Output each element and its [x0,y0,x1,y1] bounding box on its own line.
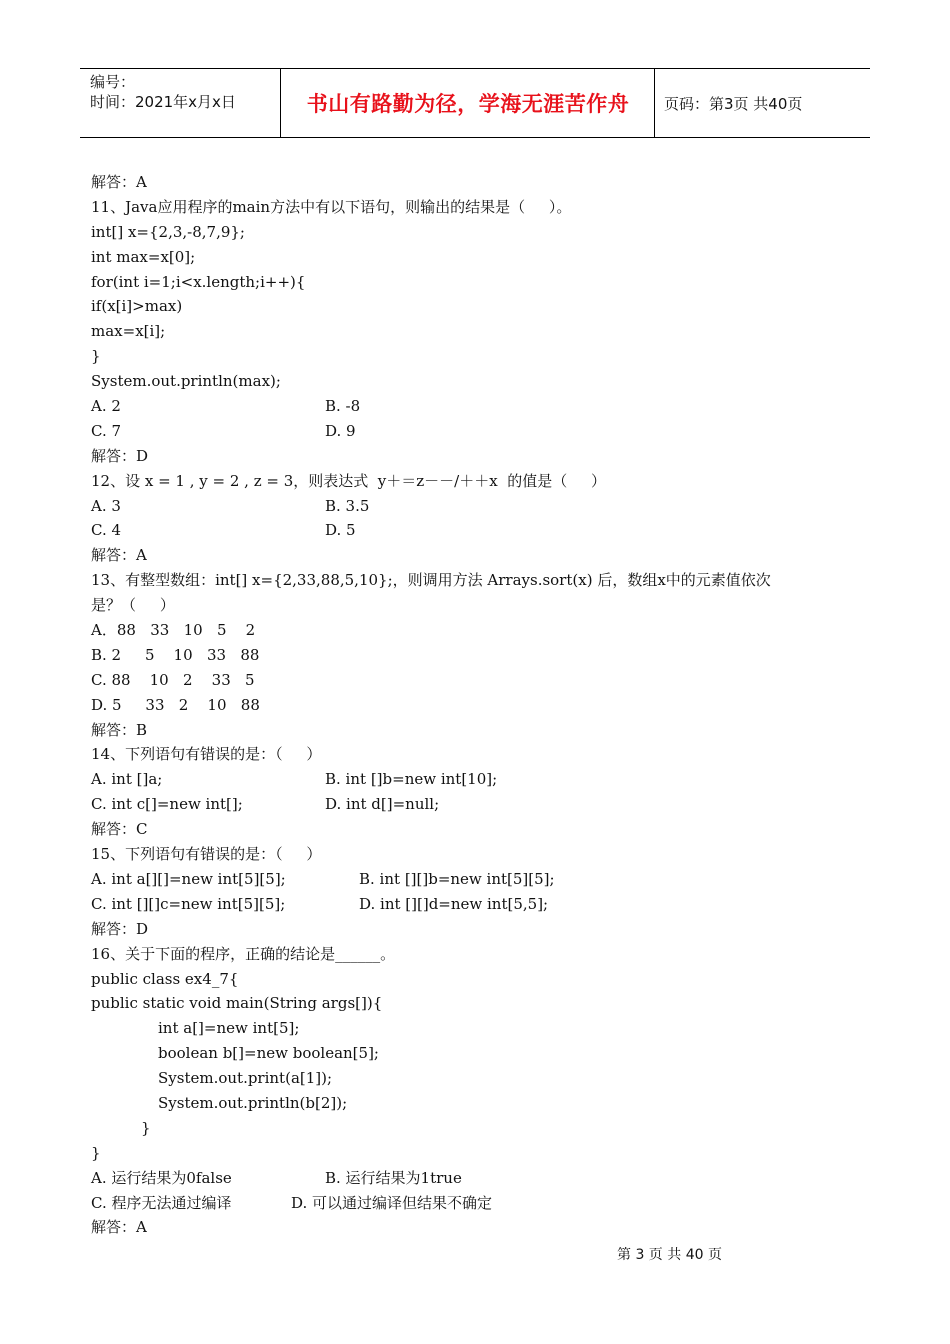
answer-line: 解答：A [91,546,147,565]
code-line: int[] x={2,3,-8,7,9}; [91,222,245,241]
options-row [91,494,871,519]
header-meta [90,72,280,112]
options-row [91,892,871,917]
question-14: 14、下列语句有错误的是：（ ） [91,745,322,764]
code-line: int a[]=new int[5]; [158,1019,300,1038]
option-a: A．88 33 10 5 2 [91,621,256,640]
code-line: for(int i=1;i<x.length;i++){ [91,272,306,291]
option-c: C. 88 10 2 33 5 [91,670,255,689]
code-line: if(x[i]>max) [91,297,183,316]
code-line: public class ex4_7{ [91,969,239,988]
page-header [80,68,870,138]
question-16: 16、关于下面的程序，正确的结论是______。 [91,944,396,963]
code-line: } [91,1143,101,1162]
option-a: A. int a[][]=new int[5][5]; [91,869,286,888]
question-12: 12、设 x = 1 , y = 2 , z = 3，则表达式 y＋＝z－－/＋＋x 的值是（ ） [91,471,607,490]
answer-line: 解答：C [91,820,148,839]
option-c: C. int [][]c=new int[5][5]; [91,894,286,913]
doc-date-label: 时间：2021年x月x日 [90,93,236,111]
option-d: D. 9 [325,421,356,440]
answer-line: 解答：A [91,173,147,191]
doc-number-label: 编号： [90,73,136,91]
options-row [91,419,871,444]
option-a: A. 2 [91,397,121,416]
code-line: System.out.println(max); [91,372,281,391]
option-b: B. 3.5 [325,496,370,515]
option-d: D. int [][]d=new int[5,5]; [359,894,549,913]
option-d: D. 可以通过编译但结果不确定 [291,1193,493,1212]
option-c: C. 4 [91,521,122,540]
header-divider [280,69,281,137]
options-row [91,767,871,792]
code-line: System.out.print(a[1]); [158,1069,333,1088]
code-line: public static void main(String args[]){ [91,994,383,1013]
option-b: B. int []b=new int[10]; [325,770,498,789]
header-divider [654,69,655,137]
options-row [91,518,871,543]
question-15: 15、下列语句有错误的是：（ ） [91,845,322,864]
option-a: A. 运行结果为0false [91,1168,232,1187]
option-c: C. 程序无法通过编译 [91,1193,232,1212]
option-b: B. 2 5 10 33 88 [91,645,260,664]
document-body [91,170,871,1240]
answer-line: 解答：D [91,446,149,465]
options-row [91,394,871,419]
page-footer: 第 3 页 共 40 页 [617,1247,722,1263]
options-row [91,867,871,892]
option-b: B. -8 [325,397,361,416]
header-motto: 书山有路勤为径，学海无涯苦作舟 [306,92,630,116]
option-c: C. int c[]=new int[]; [91,795,243,814]
header-page-info: 页码：第3页 共40页 [664,94,803,113]
answer-line: 解答：D [91,919,149,938]
option-d: D. 5 33 2 10 88 [91,695,260,714]
code-line: System.out.println(b[2]); [158,1093,348,1112]
options-row [91,1166,871,1191]
option-b: B. int [][]b=new int[5][5]; [359,869,555,888]
options-row [91,792,871,817]
option-d: D. 5 [325,521,356,540]
code-line: } [91,347,101,366]
code-line: boolean b[]=new boolean[5]; [158,1044,379,1063]
option-d: D. int d[]=null; [325,795,440,814]
answer-line: 解答：A [91,1218,147,1237]
answer-line: 解答：B [91,720,148,739]
option-c: C. 7 [91,421,122,440]
option-a: A. int []a; [91,770,163,789]
question-11: 11、Java应用程序的main方法中有以下语句，则输出的结果是（ ）。 [91,197,572,216]
question-13-cont: 是？（ ） [91,596,175,615]
code-line: max=x[i]; [91,322,166,341]
options-row [91,1191,871,1216]
code-line: int max=x[0]; [91,247,196,266]
option-a: A. 3 [91,496,121,515]
question-13: 13、有整型数组：int[] x={2,33,88,5,10};，则调用方法 Arrays.sort(x) 后，数组x中的元素值依次 [91,571,771,590]
option-b: B. 运行结果为1true [325,1168,462,1187]
code-line: } [141,1118,151,1137]
